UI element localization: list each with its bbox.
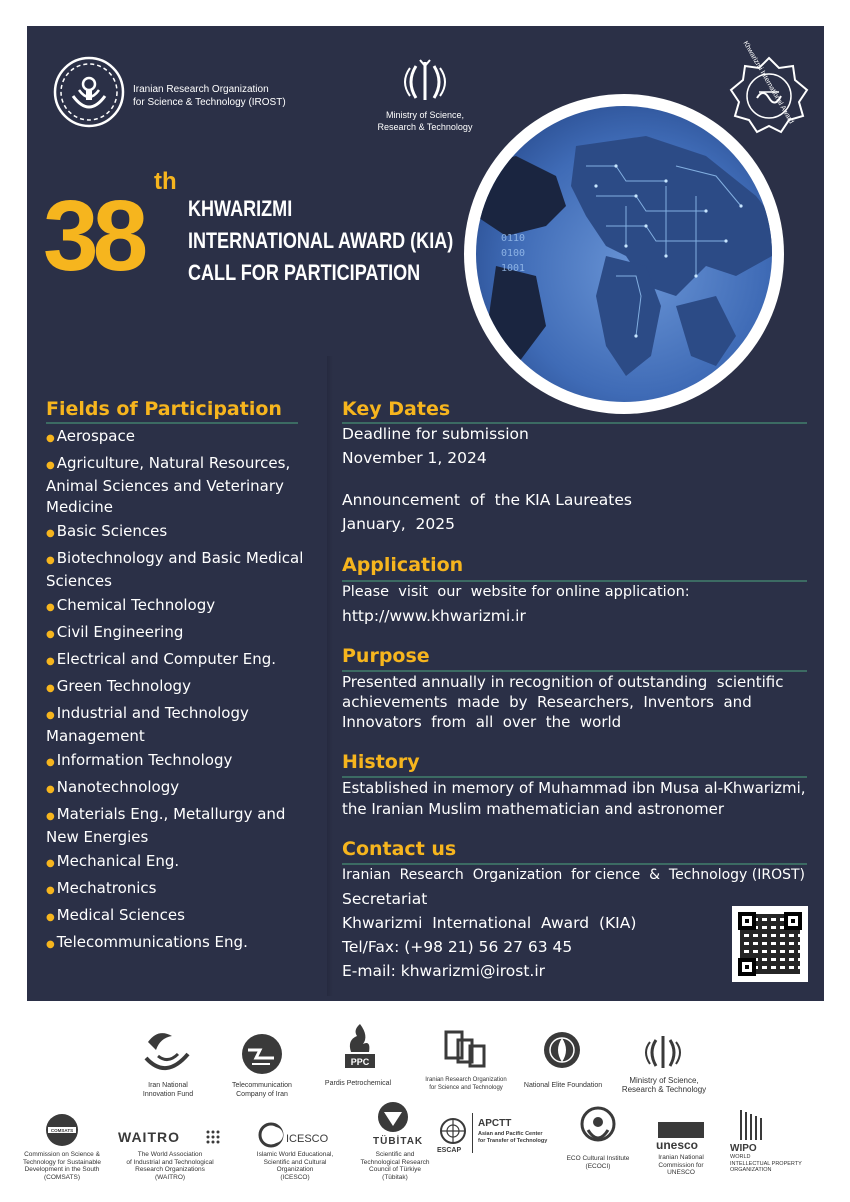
wipo-logo-icon [736, 1106, 766, 1146]
sponsor-comsats: Commission on Science & Technology for Sustainable Development in the South (COMSATS) [22, 1151, 102, 1181]
list-item: ● Green Technology [46, 676, 191, 695]
sponsor-elite-foundation: National Elite Foundation [523, 1082, 603, 1089]
bullet-icon: ● [46, 554, 55, 566]
bullet-icon: ● [46, 810, 55, 822]
binary-text-3: 1001 [501, 263, 526, 274]
list-item: ● Nanotechnology [46, 777, 180, 796]
bullet-icon: ● [46, 459, 55, 471]
iran-emblem-icon [398, 56, 452, 106]
icesco-logo-icon [258, 1122, 284, 1148]
bullet-icon: ● [46, 628, 55, 640]
column-divider [327, 356, 333, 996]
bullet-icon: ● [46, 858, 55, 870]
ppc-logo-icon [343, 1022, 377, 1072]
bullet-icon: ● [46, 682, 55, 694]
history-line-1: Established in memory of Muhammad ibn Musa al-Khwarizmi, [342, 779, 806, 797]
sponsor-ecoci: ECO Cultural Institute (ECOCI) [566, 1155, 630, 1170]
list-item: ● Telecommunications Eng. [46, 932, 248, 951]
list-item: ● Chemical Technology [46, 596, 216, 615]
application-text: Please visit our website for online application: [342, 584, 690, 600]
title-line-3: CALL FOR PARTICIPATION [188, 260, 421, 285]
bullet-icon: ● [46, 911, 55, 923]
announce-date: January, 2025 [342, 515, 455, 533]
waitro-wordmark: WAITRO [118, 1129, 180, 1145]
fields-list [46, 426, 311, 959]
bullet-icon: ● [46, 757, 55, 769]
list-item: ● Mechatronics [46, 879, 157, 898]
qr-code[interactable] [732, 906, 808, 982]
bullet-icon: ● [46, 938, 55, 950]
bullet-icon: ● [46, 709, 55, 721]
sponsor-unesco: Iranian National Commission for UNESCO [658, 1154, 704, 1177]
sponsor-pardis: Pardis Petrochemical [324, 1080, 392, 1087]
escap-label: ESCAP [437, 1147, 462, 1154]
fields-heading: Fields of Participation [46, 398, 282, 420]
title-line-2: INTERNATIONAL AWARD (KIA) [188, 228, 454, 253]
bullet-icon: ● [46, 602, 55, 614]
globe-image [464, 94, 784, 414]
contact-email[interactable]: E-mail: khwarizmi@irost.ir [342, 962, 546, 980]
edition-number: 38 [43, 180, 143, 292]
apctt-wordmark: APCTT [478, 1118, 512, 1129]
purpose-line-2: achievements made by Researchers, Inventors and [342, 693, 752, 711]
sponsor-icesco: Islamic World Educational, Scientific and Cultural Organization (ICESCO) [256, 1151, 334, 1181]
comsats-logo-text: COMSATS [50, 1128, 74, 1133]
list-item: ● Information Technology [46, 751, 233, 770]
sponsor-wipo: WORLD INTELLECTUAL PROPERTY ORGANIZATION [730, 1154, 802, 1173]
title-line-1: KHWARIZMI [188, 196, 293, 221]
unesco-temple-icon [656, 1120, 706, 1140]
sponsor-irost: Iranian Research Organization for Science and Technology [425, 1077, 507, 1091]
deadline-label: Deadline for submission [342, 425, 529, 443]
list-item: ● Aerospace [46, 427, 135, 445]
bullet-icon: ● [46, 527, 55, 539]
list-item: ● Medical Sciences [46, 905, 185, 924]
wipo-wordmark: WIPO [730, 1143, 757, 1154]
list-item: ● Industrial and Technology Management [46, 703, 249, 746]
irost-name: Iranian Research Organization [133, 84, 269, 95]
tubitak-wordmark: TÜBİTAK [373, 1136, 424, 1147]
tubitak-logo-icon [376, 1100, 410, 1134]
apctt-divider [472, 1113, 473, 1153]
ministry-name-line2: Research & Technology [377, 122, 473, 132]
kia-seal-icon [725, 52, 813, 140]
purpose-line-3: Innovators from all over the world [342, 713, 622, 731]
innovation-fund-logo-icon [138, 1024, 194, 1080]
fields-rule [46, 422, 298, 424]
ppc-logo-text: PPC [350, 1057, 370, 1067]
qr-corner [738, 912, 756, 930]
website-link[interactable]: http://www.khwarizmi.ir [342, 607, 526, 625]
elite-foundation-logo-icon [542, 1030, 582, 1070]
key-dates-heading: Key Dates [342, 398, 451, 420]
contact-heading: Contact us [342, 838, 457, 860]
apctt-subtitle: Asian and Pacific Center for Transfer of Technology [478, 1131, 548, 1144]
deadline-date: November 1, 2024 [342, 449, 487, 467]
tci-logo-icon [240, 1032, 284, 1076]
sponsor-waitro: The World Association of Industrial and Technological Research Organizations (WAITRO) [126, 1151, 214, 1181]
purpose-heading: Purpose [342, 645, 430, 667]
list-item: ● Mechanical Eng. [46, 852, 180, 871]
sponsor-innovation-fund: Iran National Innovation Fund [142, 1082, 194, 1098]
sponsor-tci: Telecommunication Company of Iran [232, 1082, 292, 1098]
ecoci-logo-icon [578, 1106, 618, 1150]
comsats-logo-icon [44, 1112, 80, 1148]
ministry-name: Ministry of Science, [385, 110, 465, 120]
binary-text-2: 0100 [501, 248, 526, 259]
list-item: ● Materials Eng., Metallurgy and New Energies [46, 804, 286, 847]
list-item: ● Biotechnology and Basic Medical Sciences [46, 548, 304, 591]
bullet-icon: ● [46, 783, 55, 795]
list-item: ● Basic Sciences [46, 521, 168, 540]
contact-phone: Tel/Fax: (+98 21) 56 27 63 45 [342, 938, 573, 956]
announce-label: Announcement of the KIA Laureates [342, 491, 632, 509]
unesco-wordmark: unesco [656, 1138, 699, 1152]
irost-name-line2: for Science & Technology (IROST) [133, 97, 286, 108]
qr-corner [738, 958, 756, 976]
ministry-small-emblem-icon [642, 1032, 684, 1072]
contact-line-3: Khwarizmi International Award (KIA) [342, 914, 637, 932]
purpose-line-1: Presented annually in recognition of outstanding scientific [342, 673, 784, 691]
irost-small-logo-icon [444, 1028, 488, 1070]
list-item: ● Civil Engineering [46, 622, 184, 641]
contact-line-2: Secretariat [342, 890, 428, 908]
bullet-icon: ● [46, 885, 55, 897]
edition-suffix: th [154, 168, 177, 195]
kia-seal-text: Khwarizmi International Award [741, 40, 795, 126]
contact-line-1: Iranian Research Organization for cience & Technology (IROST) [342, 867, 806, 883]
waitro-dots-icon [206, 1130, 224, 1144]
world-map-icon [476, 106, 772, 402]
history-heading: History [342, 751, 420, 773]
binary-text-1: 0110 [501, 233, 526, 244]
list-item: ● Agriculture, Natural Resources, Animal Sciences and Veterinary Medicine [46, 453, 291, 516]
sponsor-tubitak: Scientific and Technological Research Council of Türkiye (Tübitak) [360, 1151, 430, 1181]
icesco-wordmark: ICESCO [286, 1133, 329, 1145]
irost-logo-icon [53, 56, 125, 128]
list-item: ● Electrical and Computer Eng. [46, 649, 277, 668]
history-line-2: the Iranian Muslim mathematician and astronomer [342, 800, 725, 818]
poster [27, 26, 824, 1001]
un-emblem-icon [436, 1116, 470, 1146]
bullet-icon: ● [46, 433, 55, 444]
qr-corner [784, 912, 802, 930]
application-heading: Application [342, 554, 464, 576]
sponsor-ministry: Ministry of Science, Research & Technology [621, 1076, 707, 1094]
bullet-icon: ● [46, 655, 55, 667]
